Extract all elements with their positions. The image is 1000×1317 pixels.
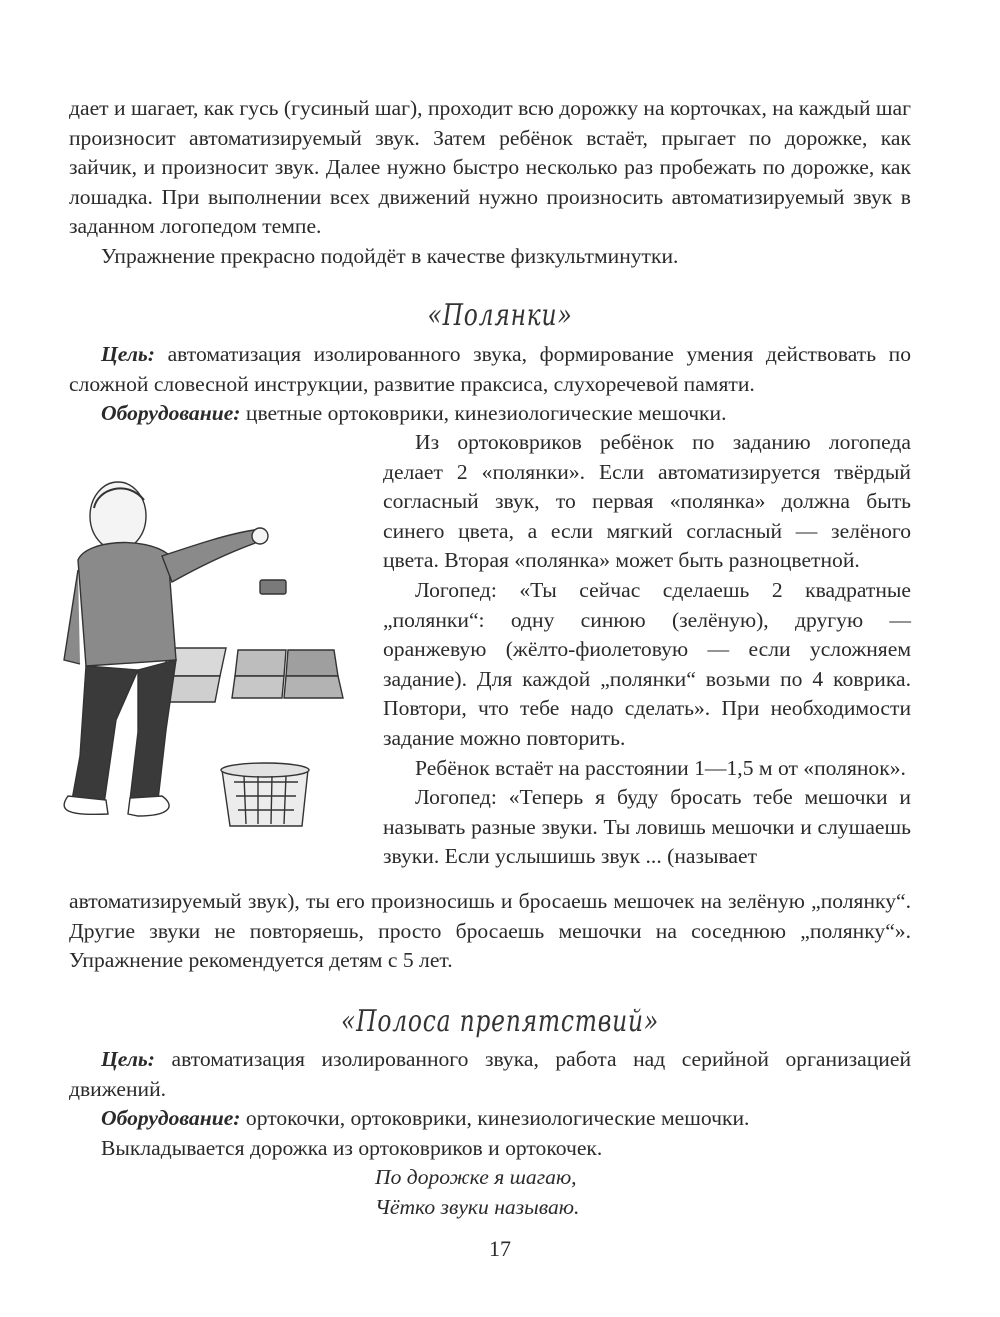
goal-label: Цель: <box>101 1047 155 1071</box>
equipment-label: Оборудование: <box>101 401 241 426</box>
intro-paragraph: дает и шагает, как гусь (гусиный шаг), проходит всю дорожку на корточках, на каждый шаг произносит автоматизируемый звук. Затем ребёнок встаёт, прыгает по дорожке, как зайчик, и произносит звук. Далее нужно быстро несколько раз пробежать по дорожке, как лошадка. При выполнении всех движений нужно произносить автоматизируемый звук в заданном логопедом темпе. <box>69 96 911 239</box>
section1-equipment <box>69 399 911 429</box>
section1-meta <box>69 340 911 429</box>
basket <box>221 763 309 826</box>
section-title-polosa: «Полоса препятствий» <box>341 1004 659 1039</box>
goal-label: Цель: <box>101 342 155 366</box>
section2-goal <box>69 1045 911 1104</box>
section1-continuation: автоматизируемый звук), ты его произносишь и бросаешь мешочек на зелёную „полянку“. Другие звуки не повторяешь, просто бросаешь мешочки на соседнюю „полянку“». Упражнение рекомендуется детям с 5 лет. <box>69 889 911 973</box>
section2-meta <box>69 1045 911 1163</box>
section-title-polyanki: «Полянки» <box>427 298 573 333</box>
section2-equipment <box>69 1104 911 1134</box>
poem-line: По дорожке я шагаю, <box>375 1165 577 1189</box>
poem <box>375 1163 775 1222</box>
boy-throwing-bag-illustration <box>58 470 368 840</box>
goal-text: автоматизация изолированного звука, формирование умения действовать по сложной словесной инструкции, развитие праксиса, слухоречевой памяти. <box>69 342 911 396</box>
section1-paragraph: Логопед: «Теперь я буду бросать тебе мешочки и называть разные звуки. Ты ловишь мешочки и слушаешь звуки. Если услышишь звук ... (называет <box>383 785 911 869</box>
thrown-bag <box>260 580 286 594</box>
section1-paragraph: Ребёнок встаёт на расстоянии 1—1,5 м от «полянок». <box>415 755 906 780</box>
section1-paragraph: Логопед: «Ты сейчас сделаешь 2 квадратные „полянки“: одну синюю (зелёную), другую — оранжевую (жёлто-фиолетовую — если усложняем задание). Для каждой „полянки“ возьми по 4 коврика. Повтори, что тебе надо сделать». При необходимости задание можно повторить. <box>383 577 911 750</box>
orto-mats <box>154 648 343 702</box>
equipment-label: Оборудование: <box>101 1106 241 1131</box>
section1-goal <box>69 340 911 399</box>
equipment-text: цветные ортоковрики, кинезиологические мешочки. <box>245 401 727 426</box>
goal-text: автоматизация изолированного звука, работа над серийной организацией движений. <box>69 1047 911 1101</box>
section2-setup: Выкладывается дорожка из ортоковриков и ортокочек. <box>101 1135 603 1160</box>
section1-paragraph: Из ортоковриков ребёнок по заданию логопеда делает 2 «полянки». Если автоматизируется твёрдый согласный звук, то первая «полянка» должна быть синего цвета, а если мягкий согласный — зелёного цвета. Вторая «полянка» может быть разноцветной. <box>383 430 911 573</box>
page-number: 17 <box>489 1236 511 1261</box>
section1-body <box>383 428 911 872</box>
poem-line: Чётко звуки называю. <box>375 1194 580 1219</box>
intro-block <box>69 94 911 272</box>
equipment-text: ортокочки, ортоковрики, кинезиологические мешочки. <box>245 1106 750 1131</box>
intro-note: Упражнение прекрасно подойдёт в качестве физкультминутки. <box>101 243 679 268</box>
